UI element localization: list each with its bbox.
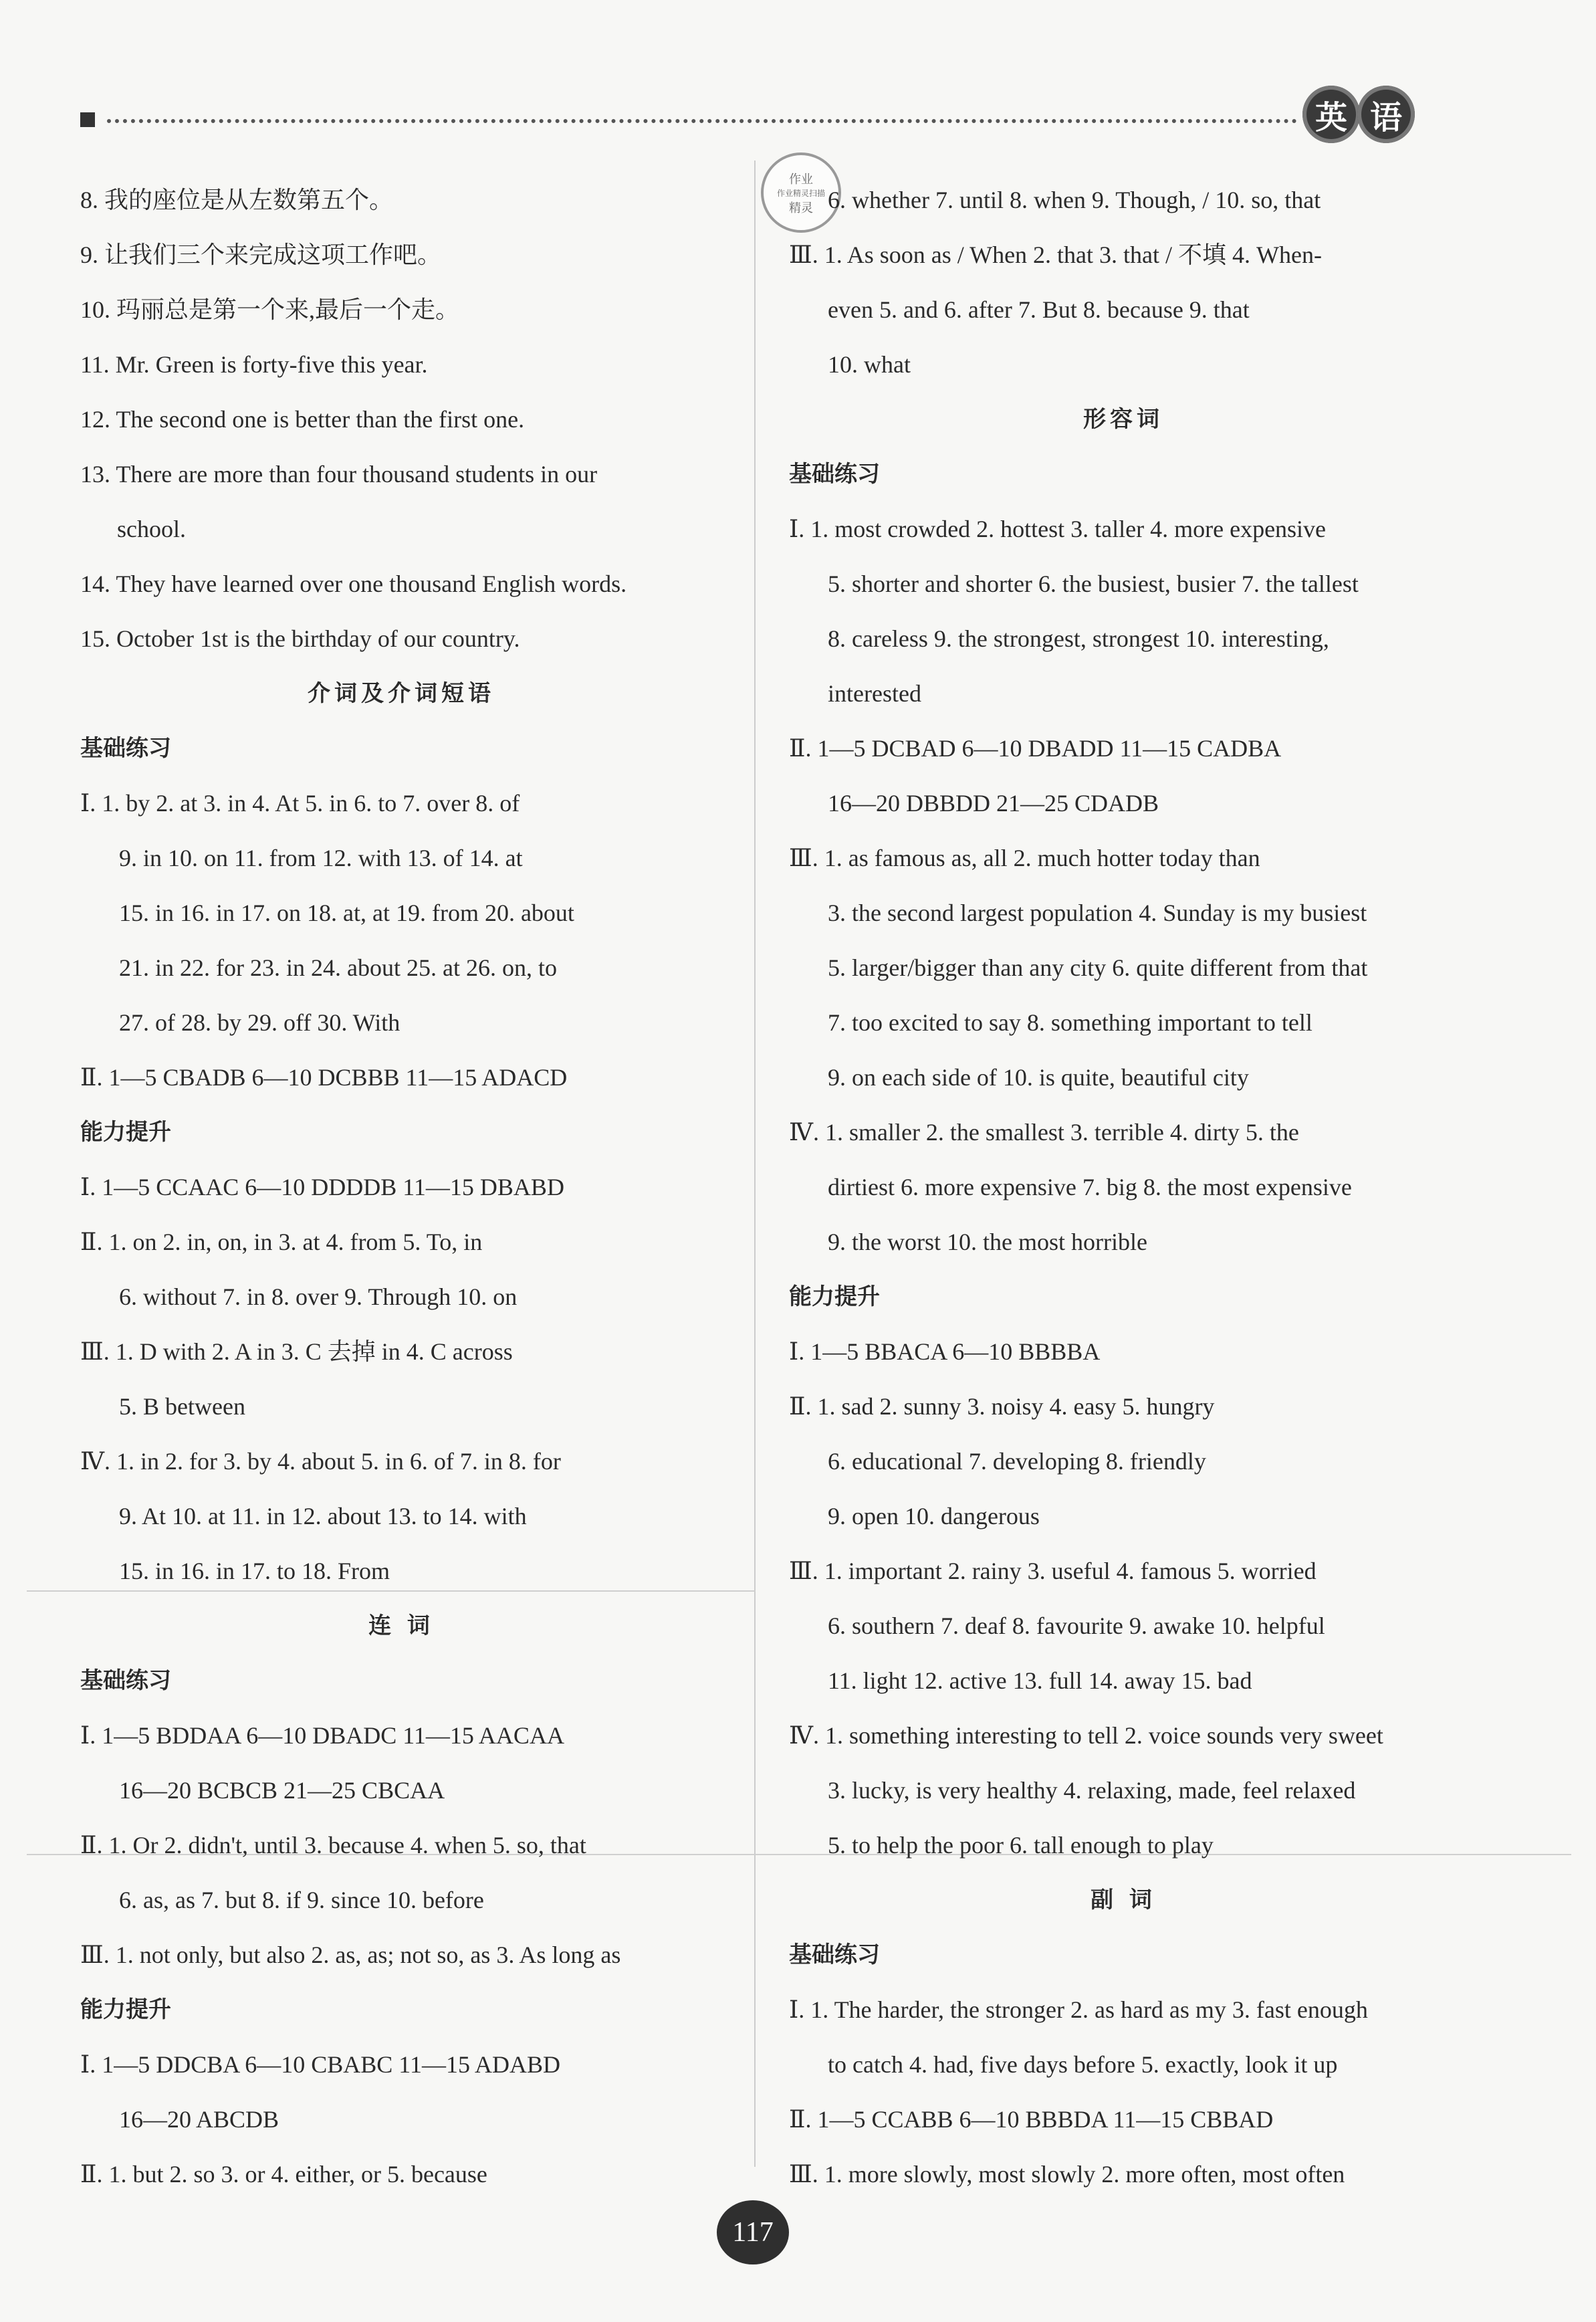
subsection-heading: 基础练习	[80, 1667, 171, 1694]
answer-line: 21. in 22. for 23. in 24. about 25. at 26. on, to	[119, 954, 557, 981]
answer-line: Ⅰ. 1—5 DDCBA 6—10 CBABC 11—15 ADABD	[80, 2051, 560, 2078]
answer-line: 10. what	[828, 351, 911, 378]
answer-line: 9. open 10. dangerous	[828, 1503, 1040, 1529]
answer-line: 9. the worst 10. the most horrible	[828, 1229, 1147, 1255]
answer-line: 6. without 7. in 8. over 9. Through 10. on	[119, 1283, 518, 1310]
stamp-line: 精灵	[789, 201, 813, 215]
answer-line: 13. There are more than four thousand students in our	[80, 461, 598, 488]
answer-line: 6. as, as 7. but 8. if 9. since 10. before	[119, 1887, 484, 1913]
answer-line: 6. educational 7. developing 8. friendly	[828, 1448, 1206, 1475]
answer-line: 5. to help the poor 6. tall enough to play	[828, 1832, 1214, 1859]
answer-line: 8. careless 9. the strongest, strongest 10. interesting,	[828, 625, 1329, 652]
answer-line: 16—20 ABCDB	[119, 2106, 279, 2133]
answer-line: 16—20 BCBCB 21—25 CBCAA	[119, 1777, 445, 1804]
answer-line: 14. They have learned over one thousand English words.	[80, 570, 627, 597]
answer-line: Ⅲ. 1. important 2. rainy 3. useful 4. famous 5. worried	[789, 1558, 1317, 1584]
right-column	[789, 173, 1458, 2202]
subsection-heading: 基础练习	[789, 1941, 880, 1968]
section-title: 介词及介词短语	[308, 680, 495, 707]
answer-line: school.	[117, 516, 186, 542]
subsection-heading: 能力提升	[80, 1119, 171, 1146]
answer-line: Ⅱ. 1. Or 2. didn't, until 3. because 4. when 5. so, that	[80, 1832, 586, 1859]
answer-line: Ⅰ. 1—5 BDDAA 6—10 DBADC 11—15 AACAA	[80, 1722, 564, 1749]
answer-line: Ⅱ. 1. sad 2. sunny 3. noisy 4. easy 5. hungry	[789, 1393, 1215, 1420]
answer-line: Ⅰ. 1. most crowded 2. hottest 3. taller 4. more expensive	[789, 516, 1327, 542]
column-divider	[754, 161, 756, 2167]
answer-line: even 5. and 6. after 7. But 8. because 9. that	[828, 296, 1250, 323]
answer-line: Ⅲ. 1. more slowly, most slowly 2. more often, most often	[789, 2161, 1345, 2188]
answer-line: Ⅰ. 1—5 BBACA 6—10 BBBBA	[789, 1338, 1101, 1365]
answer-line: 12. The second one is better than the first one.	[80, 406, 525, 433]
subsection-heading: 基础练习	[789, 461, 880, 488]
answer-line: Ⅲ. 1. D with 2. A in 3. C 去掉 in 4. C across	[80, 1338, 513, 1365]
answer-line: Ⅰ. 1. The harder, the stronger 2. as hard as my 3. fast enough	[789, 1996, 1368, 2023]
answer-line: 9. 让我们三个来完成这项工作吧。	[80, 241, 442, 268]
answer-line: Ⅱ. 1—5 CBADB 6—10 DCBBB 11—15 ADACD	[80, 1064, 568, 1091]
answer-line: 15. in 16. in 17. to 18. From	[119, 1558, 390, 1584]
answer-line: Ⅰ. 1—5 CCAAC 6—10 DDDDB 11—15 DBABD	[80, 1174, 564, 1200]
answer-line: 15. October 1st is the birthday of our country.	[80, 625, 520, 652]
answer-line: Ⅲ. 1. not only, but also 2. as, as; not so, as 3. As long as	[80, 1941, 621, 1968]
answer-line: Ⅱ. 1—5 DCBAD 6—10 DBADD 11—15 CADBA	[789, 735, 1282, 762]
answer-line: Ⅲ. 1. As soon as / When 2. that 3. that / 不填 4. When-	[789, 241, 1322, 268]
subsection-heading: 能力提升	[789, 1283, 880, 1310]
stamp-line: 作业	[789, 172, 813, 187]
header-square-icon	[80, 112, 95, 127]
answer-line: Ⅰ. 1. by 2. at 3. in 4. At 5. in 6. to 7. over 8. of	[80, 790, 520, 817]
answer-line: 8. 我的座位是从左数第五个。	[80, 187, 394, 213]
section-title: 连 词	[368, 1612, 434, 1639]
section-title: 形容词	[1083, 406, 1163, 433]
answer-line: 5. B between	[119, 1393, 245, 1420]
answer-line: to catch 4. had, five days before 5. exactly, look it up	[828, 2051, 1338, 2078]
answer-line: 6. southern 7. deaf 8. favourite 9. awake 10. helpful	[828, 1612, 1325, 1639]
answer-line: 15. in 16. in 17. on 18. at, at 19. from 20. about	[119, 900, 574, 926]
header-dotted-rule	[107, 119, 1297, 123]
answer-line: interested	[828, 680, 921, 707]
logo-char-yu: 语	[1357, 86, 1415, 143]
page-number: 117	[717, 2200, 789, 2264]
answer-line: Ⅳ. 1. in 2. for 3. by 4. about 5. in 6. of 7. in 8. for	[80, 1448, 561, 1475]
answer-line: Ⅱ. 1. on 2. in, on, in 3. at 4. from 5. To, in	[80, 1229, 483, 1255]
answer-line: 11. Mr. Green is forty-five this year.	[80, 351, 428, 378]
answer-line: 9. in 10. on 11. from 12. with 13. of 14. at	[119, 845, 523, 871]
subsection-heading: 能力提升	[80, 1996, 171, 2023]
answer-line: dirtiest 6. more expensive 7. big 8. the most expensive	[828, 1174, 1352, 1200]
answer-line: 10. 玛丽总是第一个来,最后一个走。	[80, 296, 460, 323]
answer-line: 5. larger/bigger than any city 6. quite different from that	[828, 954, 1368, 981]
answer-line: Ⅳ. 1. smaller 2. the smallest 3. terrible 4. dirty 5. the	[789, 1119, 1299, 1146]
answer-line: Ⅱ. 1. but 2. so 3. or 4. either, or 5. because	[80, 2161, 487, 2188]
left-column	[80, 173, 722, 2202]
answer-line: 11. light 12. active 13. full 14. away 15. bad	[828, 1667, 1252, 1694]
answer-line: 6. whether 7. until 8. when 9. Though, / 10. so, that	[828, 187, 1321, 213]
answer-line: 27. of 28. by 29. off 30. With	[119, 1009, 401, 1036]
answer-line: 16—20 DBBDD 21—25 CDADB	[828, 790, 1159, 817]
stamp-line: 作业精灵扫描	[776, 188, 825, 198]
subsection-heading: 基础练习	[80, 735, 171, 762]
answer-line: Ⅳ. 1. something interesting to tell 2. voice sounds very sweet	[789, 1722, 1383, 1749]
answer-line: Ⅲ. 1. as famous as, all 2. much hotter today than	[789, 845, 1260, 871]
answer-line: 9. At 10. at 11. in 12. about 13. to 14. with	[119, 1503, 527, 1529]
answer-line: 3. the second largest population 4. Sunday is my busiest	[828, 900, 1367, 926]
answer-line: 5. shorter and shorter 6. the busiest, busier 7. the tallest	[828, 570, 1359, 597]
answer-line: 9. on each side of 10. is quite, beautiful city	[828, 1064, 1249, 1091]
section-title: 副 词	[1091, 1887, 1156, 1913]
logo-char-ying: 英	[1302, 86, 1360, 143]
answer-line: 3. lucky, is very healthy 4. relaxing, made, feel relaxed	[828, 1777, 1356, 1804]
answer-line: Ⅱ. 1—5 CCABB 6—10 BBBDA 11—15 CBBAD	[789, 2106, 1274, 2133]
answer-line: 7. too excited to say 8. something important to tell	[828, 1009, 1313, 1036]
